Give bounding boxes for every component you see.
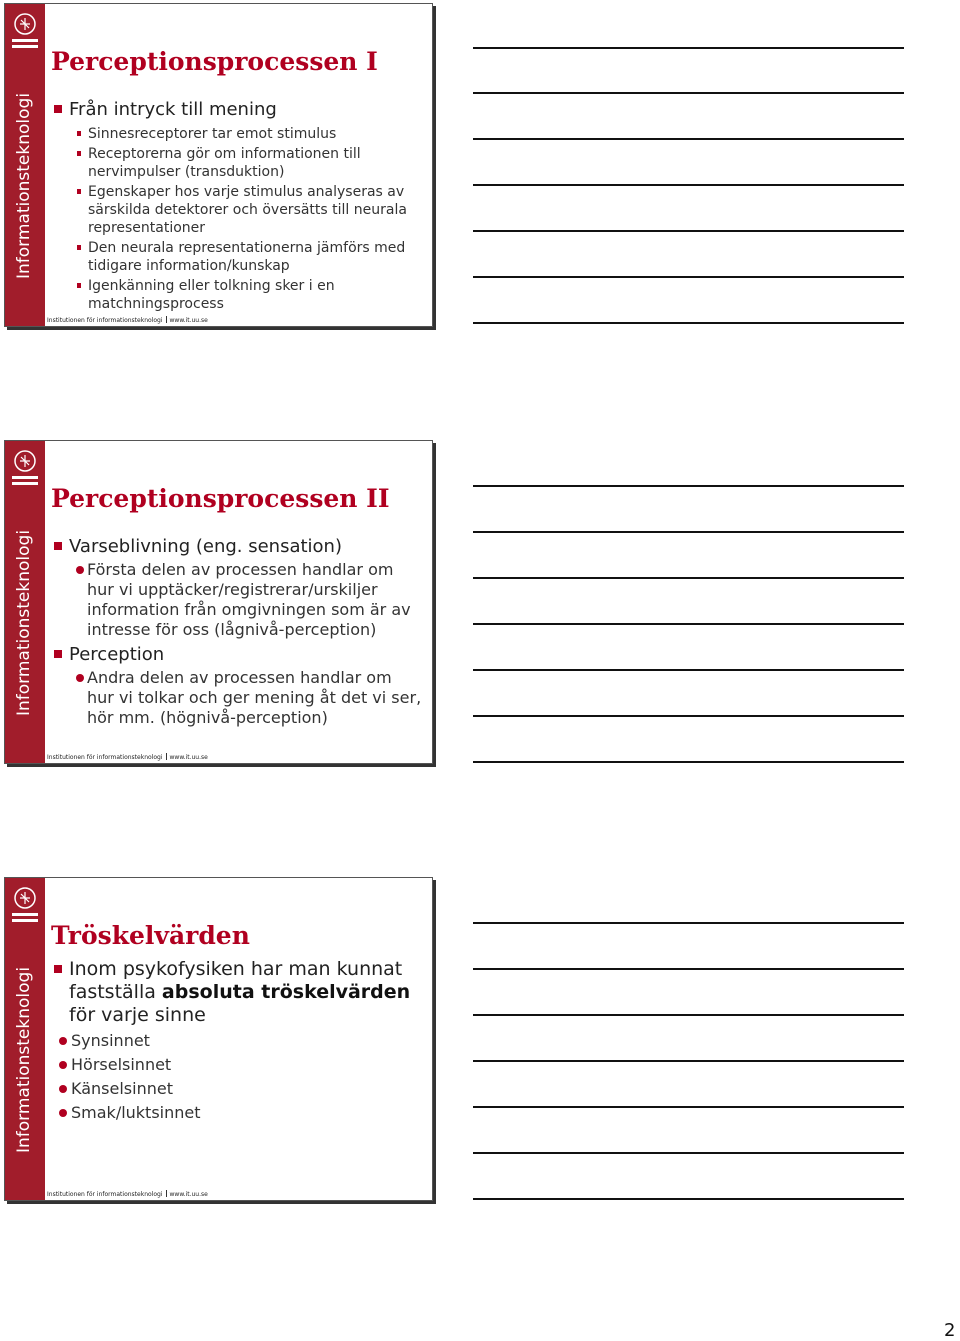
- sub-bullet-item: Den neurala representationerna jämförs med tidigare information/kunskap: [53, 239, 422, 275]
- sidebar: [5, 441, 45, 763]
- bullet-item: Varseblivning (eng. sensation): [53, 535, 422, 558]
- square-bullet-icon: [54, 650, 62, 658]
- slide-content: [53, 535, 422, 728]
- note-line: [473, 1152, 904, 1154]
- university-logo: [10, 884, 40, 928]
- note-line: [473, 1060, 904, 1062]
- square-bullet-icon: [77, 151, 81, 156]
- slide-title: Perceptionsprocessen II: [51, 484, 390, 513]
- sidebar: [5, 4, 45, 326]
- round-bullet-icon: [59, 1037, 67, 1045]
- round-bullet-icon: [76, 566, 84, 574]
- slide-title: Perceptionsprocessen I: [51, 47, 378, 76]
- round-bullet-icon: [59, 1085, 67, 1093]
- bullet-item: Från intryck till mening: [53, 98, 422, 121]
- square-bullet-icon: [54, 965, 62, 973]
- sub-bullet-item: Receptorerna gör om informationen till nervimpulser (transduktion): [53, 145, 422, 181]
- note-line: [473, 322, 904, 324]
- sub-bullet-item: Känselsinnet: [53, 1079, 422, 1099]
- note-line: [473, 531, 904, 533]
- note-line: [473, 47, 904, 49]
- square-bullet-icon: [77, 131, 81, 136]
- bullet-item: Inom psykofysiken har man kunnat fastställa absoluta tröskelvärden för varje sinne: [53, 958, 422, 1027]
- note-line: [473, 138, 904, 140]
- square-bullet-icon: [77, 283, 81, 288]
- sub-bullet-item: Sinnesreceptorer tar emot stimulus: [53, 125, 422, 143]
- sidebar-label: Informationsteknologi: [14, 529, 34, 716]
- sub-bullet-item: Synsinnet: [53, 1031, 422, 1051]
- slide-1: [4, 3, 433, 327]
- slide-2: [4, 440, 433, 764]
- bullet-item: Perception: [53, 643, 422, 666]
- sub-bullet-item: Egenskaper hos varje stimulus analyseras av särskilda detektorer och översätts till neurala representationer: [53, 183, 422, 237]
- page-number: 2: [944, 1320, 956, 1341]
- slide-3: [4, 877, 433, 1201]
- note-line: [473, 1106, 904, 1108]
- sub-bullet-item: Hörselsinnet: [53, 1055, 422, 1075]
- slide-content: [53, 98, 422, 313]
- round-bullet-icon: [59, 1109, 67, 1117]
- round-bullet-icon: [59, 1061, 67, 1069]
- sub-bullet-item: Andra delen av processen handlar om hur vi tolkar och ger mening åt det vi ser, hör mm. (högnivå-perception): [53, 668, 422, 728]
- note-line: [473, 715, 904, 717]
- note-line: [473, 1198, 904, 1200]
- round-bullet-icon: [76, 674, 84, 682]
- university-logo: [10, 10, 40, 54]
- note-line: [473, 230, 904, 232]
- note-line: [473, 922, 904, 924]
- sub-bullet-item: Igenkänning eller tolkning sker i en matchningsprocess: [53, 277, 422, 313]
- slide-title: Tröskelvärden: [51, 921, 250, 950]
- sub-bullet-item: Smak/luktsinnet: [53, 1103, 422, 1123]
- note-line: [473, 184, 904, 186]
- note-line: [473, 669, 904, 671]
- note-line: [473, 1014, 904, 1016]
- sidebar-label: Informationsteknologi: [14, 92, 34, 279]
- square-bullet-icon: [77, 189, 81, 194]
- slide-footer: Institutionen för informationsteknologi www.it.uu.se: [47, 1191, 208, 1198]
- square-bullet-icon: [77, 245, 81, 250]
- university-logo: [10, 447, 40, 491]
- square-bullet-icon: [54, 105, 62, 113]
- square-bullet-icon: [54, 542, 62, 550]
- note-line: [473, 968, 904, 970]
- slide-content: [53, 958, 422, 1123]
- note-line: [473, 92, 904, 94]
- note-line: [473, 485, 904, 487]
- slide-footer: Institutionen för informationsteknologi www.it.uu.se: [47, 754, 208, 761]
- sidebar-label: Informationsteknologi: [14, 966, 34, 1153]
- note-line: [473, 577, 904, 579]
- sidebar: [5, 878, 45, 1200]
- note-line: [473, 276, 904, 278]
- slide-footer: Institutionen för informationsteknologi www.it.uu.se: [47, 317, 208, 324]
- note-line: [473, 761, 904, 763]
- note-line: [473, 623, 904, 625]
- sub-bullet-item: Första delen av processen handlar om hur vi upptäcker/registrerar/urskiljer information från omgivningen som är av intresse för oss (lågnivå-perception): [53, 560, 422, 640]
